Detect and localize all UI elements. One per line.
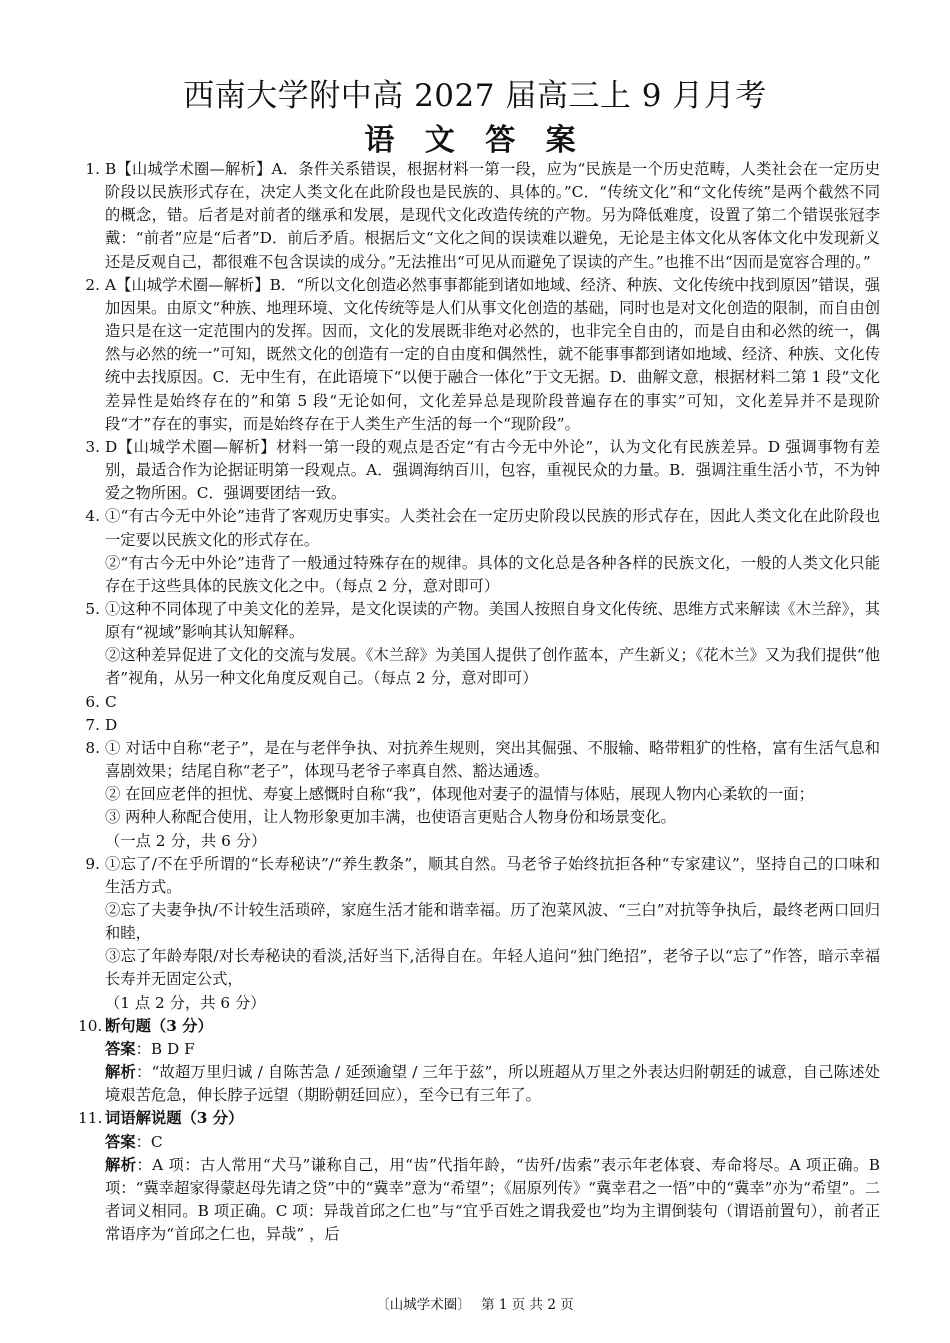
answer-paragraph: ③忘了年龄寿限/对长寿秘诀的看淡,活好当下,活得自在。年轻人追问“独门绝招”，老爷子以“忘了”作答，暗示幸福长寿并无固定公式， <box>105 947 880 989</box>
answer-number: 9. <box>85 854 100 873</box>
footer-source: 〔山城学术圈〕 <box>376 1297 471 1313</box>
answer-paragraph: ② 在回应老伴的担忧、寿宴上感慨时自称“我”，体现他对妻子的温情与体贴，展现人物内心柔软的一面； <box>105 785 814 804</box>
answer-number: 8. <box>85 738 100 757</box>
answer-paragraph: B【山城学术圈—解析】A．条件关系错误，根据材料一第一段，应为“民族是一个历史范畴，人类社会在一定历史阶段以民族形式存在，决定人类文化在此阶段也是民族的、具体的。”C．“传统文化”和“文化传统”是两个截然不同的概念，错。后者是对前者的继承和发展，是现代文化改造传统的产物。另为降低难度，设置了第二个错误张冠李戴：“前者”应是“后者”D．前后矛盾。根据后文“文化之间的误读难以避免，无论是主体文化从客体文化中发现新义还是反观自己，都很难不包含误读的成分。”无法推出“可见从而避免了误读的产生。”也推不出“因而是宽容合理的。” <box>105 160 880 271</box>
answer-paragraph <box>105 1107 880 1130</box>
answer-item <box>78 737 880 853</box>
page-footer <box>0 1293 950 1313</box>
answer-paragraph <box>105 1131 880 1154</box>
answer-number: 7. <box>85 715 100 734</box>
answer-number: 1. <box>85 160 100 178</box>
answer-text: ：“故超万里归诚 / 自陈苦急 / 延颈逾望 / 三年于兹”，所以班超从万里之外表达归附朝廷的诚意，自己陈述处境艰苦危急，伸长脖子远望（期盼朝廷回应），至今已有三年了。 <box>105 1063 880 1105</box>
answer-number: 4. <box>85 507 100 526</box>
answer-text: ：C <box>135 1132 163 1151</box>
answer-paragraph <box>105 1061 880 1107</box>
answer-text: ：A 项：古人常用“犬马”谦称自己，用“齿”代指年龄，“齿歼/齿索”表示年老体衰、寿命将尽。A 项正确。B 项：“冀幸超家得蒙赵母先请之贷”中的“冀幸”意为“希望”；《屈原列传》“冀幸君之一悟”中的“冀幸”亦为“希望”。二者词义相同。B 项正确。C 项：异哉首邱之仁也”与“宜乎百姓之谓我爱也”均为主谓倒装句（谓语前置句），前者正常语序为“首邱之仁也，异哉” ，后 <box>105 1155 880 1244</box>
answer-item <box>78 158 880 274</box>
answer-paragraph: ③ 两种人称配合使用，让人物形象更加丰满，也使语言更贴合人物身份和场景变化。 <box>105 808 676 827</box>
answer-paragraph: D <box>105 715 118 734</box>
answer-paragraph <box>105 1154 880 1247</box>
answer-number: 11. <box>78 1109 103 1128</box>
answer-text: ：B D F <box>135 1039 195 1058</box>
answer-key-heading: 语 文 答 案 <box>364 123 586 158</box>
answer-item <box>78 505 880 598</box>
answer-number: 5. <box>85 599 100 618</box>
answer-label: 词语解说题（3 分） <box>105 1109 244 1128</box>
answer-item <box>78 598 880 691</box>
answer-item <box>78 853 880 1015</box>
answer-list <box>78 158 880 1246</box>
answer-item <box>78 1015 880 1108</box>
answer-number: 2. <box>85 275 100 294</box>
answer-label: 断句题（3 分） <box>105 1016 213 1035</box>
answer-paragraph <box>105 1038 880 1061</box>
answer-paragraph: ①忘了/不在乎所谓的“长寿秘诀”/“养生教条”，顺其自然。马老爷子始终抗拒各种“专家建议”，坚持自己的口味和生活方式。 <box>105 854 880 896</box>
answer-number: 6. <box>85 692 100 711</box>
exam-title: 西南大学附中高 2027 届高三上 9 月月考 <box>183 78 767 114</box>
answer-label: 答案 <box>105 1039 136 1058</box>
answer-item <box>78 1107 880 1246</box>
answer-item <box>78 714 880 737</box>
answer-paragraph <box>105 1015 880 1038</box>
answer-number: 3. <box>85 437 100 456</box>
answer-paragraph: ②这种差异促进了文化的交流与发展。《木兰辞》为美国人提供了创作蓝本，产生新义；《花木兰》又为我们提供“他者”视角，从另一种文化角度反观自己。（每点 2 分，意对即可） <box>105 646 880 688</box>
answer-label: 解析 <box>105 1155 137 1174</box>
answer-paragraph: ① 对话中自称“老子”，是在与老伴争执、对抗养生规则，突出其倔强、不服输、略带粗犷的性格，富有生活气息和喜剧效果；结尾自称“老子”，体现马老爷子率真自然、豁达通透。 <box>105 738 880 781</box>
answer-paragraph: ①这种不同体现了中美文化的差异，是文化误读的产物。美国人按照自身文化传统、思维方式来解读《木兰辞》，其原有“视域”影响其认知解释。 <box>105 599 880 642</box>
answer-paragraph: ②“有古今无中外论”违背了一般通过特殊存在的规律。具体的文化总是各种各样的民族文化，一般的人类文化只能存在于这些具体的民族文化之中。（每点 2 分，意对即可） <box>105 553 880 595</box>
answer-paragraph: ①“有古今无中外论”违背了客观历史事实。人类社会在一定历史阶段以民族的形式存在，因此人类文化在此阶段也一定要以民族文化的形式存在。 <box>105 507 880 549</box>
answer-paragraph: ②忘了夫妻争执/不计较生活琐碎，家庭生活才能和谐幸福。历了泡菜风波、“三白”对抗等争执后，最终老两口回归和睦， <box>105 901 880 943</box>
answer-paragraph: （一点 2 分，共 6 分） <box>105 831 267 850</box>
answer-paragraph: C <box>105 692 117 711</box>
answer-paragraph: A【山城学术圈—解析】B．“所以文化创造必然事事都能到诸如地域、经济、种族、文化传统中找到原因”错误，强加因果。由原文“种族、地理环境、文化传统等是人们从事文化创造的基础，同时也是对文化创造的限制，而自由创造只是在这一定范围内的发挥。因而，文化的发展既非绝对必然的，也非完全自由的，而是自由和必然的统一，偶然与必然的统一”可知，既然文化的创造有一定的自由度和偶然性，就不能事事都到诸如地域、经济、种族、文化传统中去找原因。C．无中生有，在此语境下“以便于融合一体化”于文无据。D．曲解文意，根据材料二第 1 段“文化差异性是始终存在的”和第 5 段“无论如何，文化差异总是现阶段普遍存在的事实”可知，文化差异并不是现阶段“才”存在的事实，而是始终存在于人类生产生活的每一个“现阶段”。 <box>105 275 880 433</box>
footer-page-number: 第 1 页 共 2 页 <box>481 1297 574 1313</box>
answer-label: 答案 <box>105 1132 136 1151</box>
answer-label: 解析 <box>105 1063 137 1082</box>
answer-item <box>78 691 880 714</box>
answer-item <box>78 436 880 505</box>
answer-item <box>78 274 880 436</box>
answer-paragraph: （1 点 2 分，共 6 分） <box>105 993 266 1012</box>
answer-number: 10. <box>78 1016 103 1035</box>
answer-paragraph: D【山城学术圈—解析】材料一第一段的观点是否定“有古今无中外论”，认为文化有民族差异。D 强调事物有差别，最适合作为论据证明第一段观点。A．强调海纳百川，包容，重视民众的力量。B．强调注重生活小节，不为钟爱之物所困。C．强调要团结一致。 <box>105 437 880 503</box>
